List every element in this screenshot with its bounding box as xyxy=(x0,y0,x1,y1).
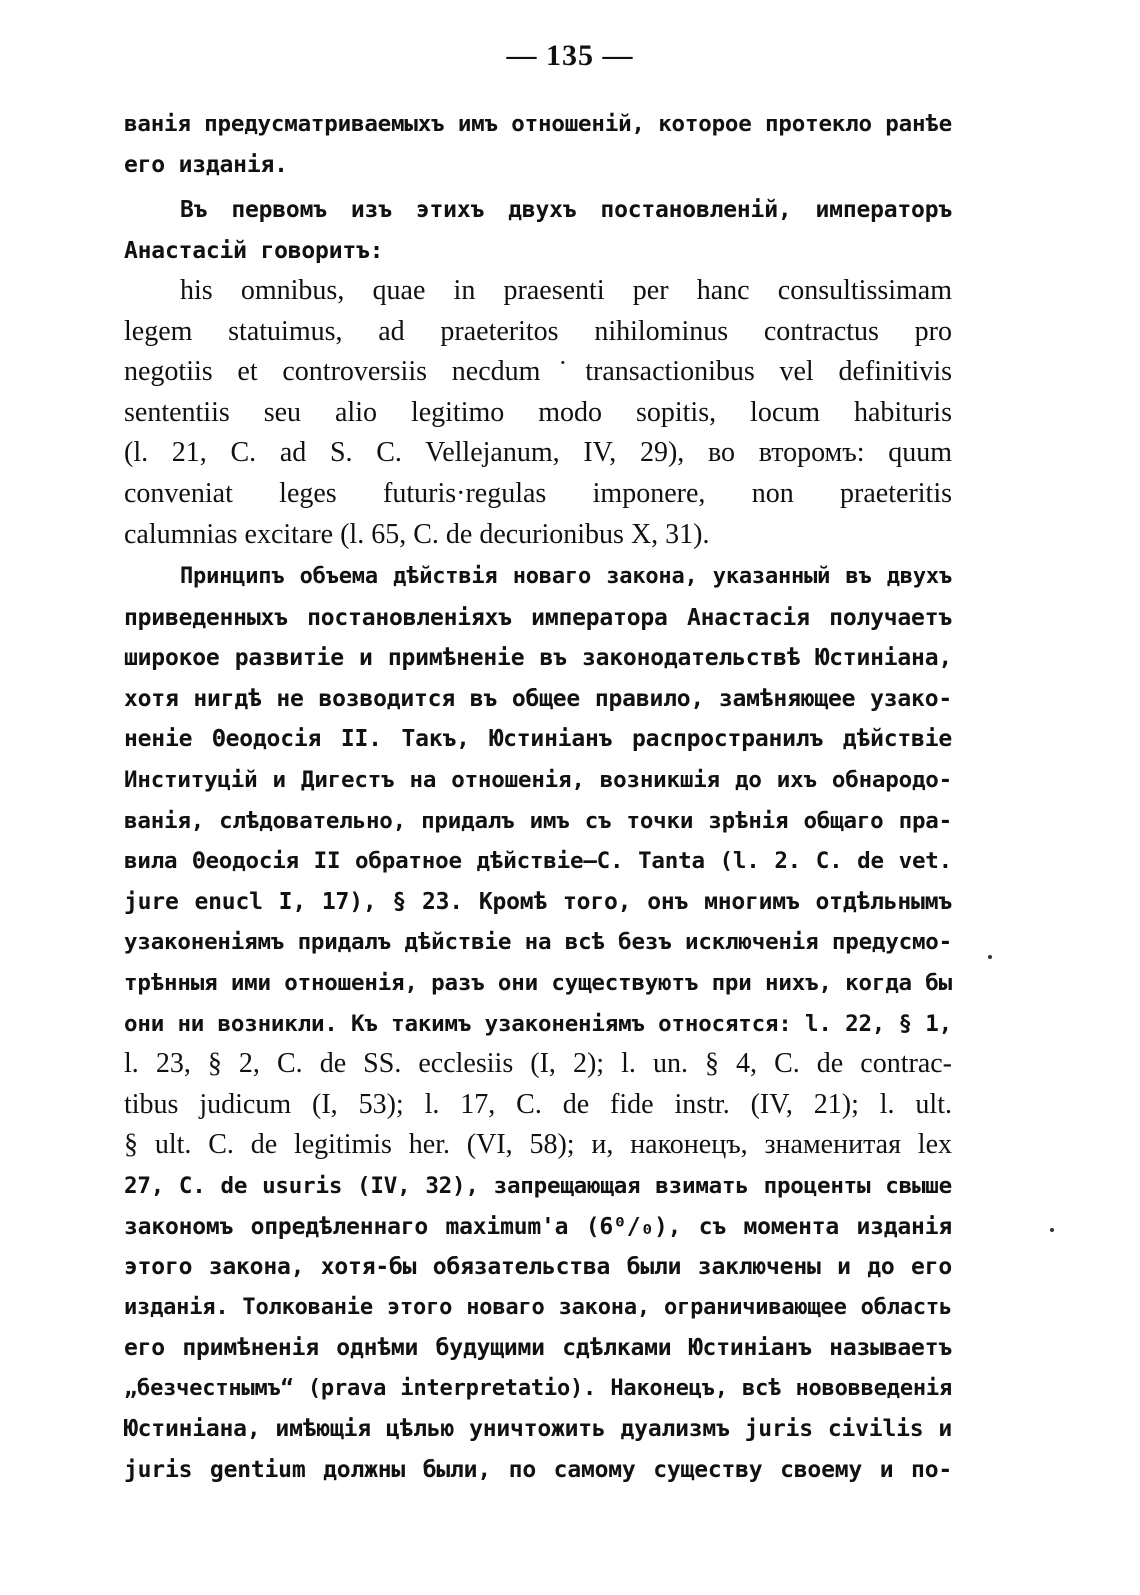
text-line: juris gentium должны были, по самому существу своему и по- xyxy=(124,1457,952,1484)
text-line: его изданія. xyxy=(124,151,288,178)
text-line: узаконеніямъ придалъ дѣйствіе на всѣ безъ исключенія предусмо- xyxy=(124,929,952,956)
text-line: Юстиніана, имѣющія цѣлью уничтожить дуализмъ juris civilis и xyxy=(124,1416,952,1443)
paragraph-latin-quote xyxy=(124,271,952,555)
text-line: (l. 21, C. ad S. C. Vellejanum, IV, 29), во второмъ: quum xyxy=(124,437,952,469)
print-speck xyxy=(1050,1228,1054,1232)
text-line: широкое развитіе и примѣненіе въ законодательствѣ Юстиніана, xyxy=(124,645,952,672)
text-line: § ult. C. de legitimis her. (VI, 58); и, наконецъ, знаменитая lex xyxy=(124,1129,952,1161)
text-line: ванія, слѣдовательно, придалъ имъ съ точки зрѣнія общаго пра- xyxy=(124,807,952,834)
text-line: legem statuimus, ad praeteritos nihilominus contractus pro xyxy=(124,315,952,347)
text-line: они ни возникли. Къ такимъ узаконеніямъ относятся: l. 22, § 1, xyxy=(124,1010,952,1037)
text-line: 27, C. de usuris (IV, 32), запрещающая взимать проценты свыше xyxy=(124,1172,952,1199)
text-line: calumnias excitare (l. 65, C. de decurionibus X, 31). xyxy=(124,518,710,550)
text-line: l. 23, § 2, C. de SS. ecclesiis (I, 2); l. un. § 4, C. de contrac- xyxy=(124,1048,952,1080)
print-speck xyxy=(988,955,992,959)
text-line: negotiis et controversiis necdum˙transactionibus vel definitivis xyxy=(124,356,952,388)
text-line: закономъ опредѣленнаго maximum'a (6⁰/₀), съ момента изданія xyxy=(124,1213,952,1240)
text-line: Анастасій говоритъ: xyxy=(124,237,384,264)
text-line: his omnibus, quae in praesenti per hanc consultissimam xyxy=(180,275,952,306)
paragraph-principle xyxy=(124,557,952,1491)
text-line: Институцій и Дигестъ на отношенія, возникшія до ихъ обнародо- xyxy=(124,766,952,793)
text-line: вила Θеодосія II обратное дѣйствіе—C. Tanta (l. 2. C. de vet. xyxy=(124,848,952,875)
text-line: jure enucl I, 17), § 23. Кромѣ того, онъ многимъ отдѣльнымъ xyxy=(124,888,952,915)
paragraph-anastasius xyxy=(124,190,952,271)
paragraph-intro xyxy=(124,104,952,185)
text-line: неніе Θеодосія II. Такъ, Юстиніанъ распространилъ дѣйствіе xyxy=(124,726,952,753)
text-line: „безчестнымъ“ (prava interpretatio). Наконецъ, всѣ нововведенія xyxy=(124,1375,952,1401)
text-line: Въ первомъ изъ этихъ двухъ постановленій, императоръ xyxy=(180,197,952,223)
text-line: sententiis seu alio legitimo modo sopitis, locum habituris xyxy=(124,396,952,428)
text-line: трѣнныя ими отношенія, разъ они существуютъ при нихъ, когда бы xyxy=(124,969,952,996)
page-number: — 135 — xyxy=(506,39,634,72)
text-line: изданія. Толкованіе этого новаго закона, ограничивающее область xyxy=(124,1294,952,1320)
text-line: хотя нигдѣ не возводится въ общее правило, замѣняющее узако- xyxy=(124,685,952,712)
text-line: приведенныхъ постановленіяхъ императора Анастасія получаетъ xyxy=(124,604,952,631)
text-line: ванія предусматриваемыхъ имъ отношеній, которое протекло ранѣе xyxy=(124,111,952,137)
text-line: этого закона, хотя-бы обязательства были заключены и до его xyxy=(124,1254,952,1281)
text-line: tibus judicum (I, 53); l. 17, C. de fide instr. (IV, 21); l. ult. xyxy=(124,1088,952,1120)
text-line: conveniat leges futuris·regulas imponere, non praeteritis xyxy=(124,477,952,509)
text-line: Принципъ объема дѣйствія новаго закона, указанный въ двухъ xyxy=(180,564,952,589)
text-line: его примѣненія однѣми будущими сдѣлками Юстиніанъ называетъ xyxy=(124,1335,952,1362)
